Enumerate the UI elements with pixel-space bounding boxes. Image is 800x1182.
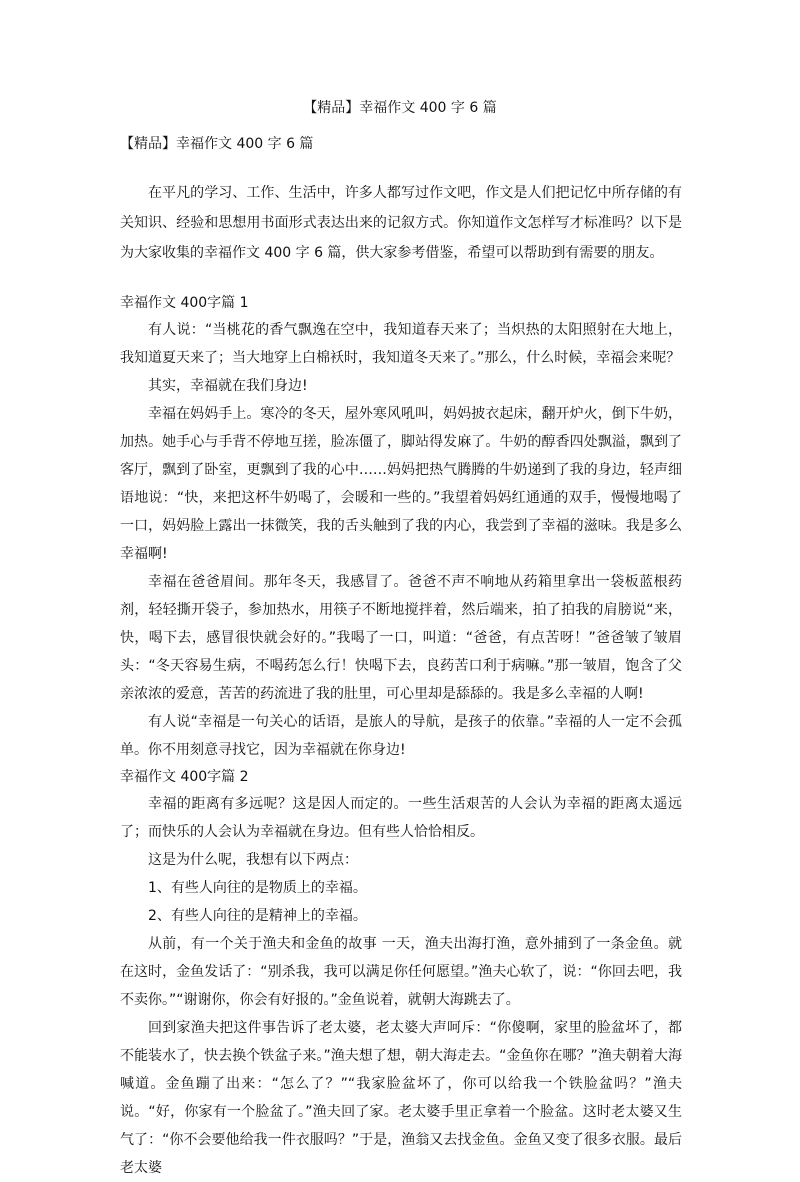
essay2-list-item: 2、有些人向往的是精神上的幸福。 — [148, 908, 367, 924]
document-subtitle: 【精品】幸福作文 400 字 6 篇 — [120, 136, 314, 152]
essay2-paragraph: 回到家渔夫把这件事告诉了老太婆，老太婆大声呵斥：“你傻啊，家里的脸盆坏了，都不能装水了，快去换个铁盆子来。”渔夫想了想，朝大海走去。“金鱼你在哪？”渔夫朝着大海喊道。金鱼蹦了出来：“怎么了？”“我家脸盆坏了，你可以给我一个铁脸盆吗？”渔夫说。“好，你家有一个脸盆了。”渔夫回了家。老太婆手里正拿着一个脸盆。这时老太婆又生气了：“你不会要他给我一件衣服吗？”于是，渔翁又去找金鱼。金鱼又变了很多衣服。最后老太婆 — [120, 1020, 682, 1176]
essay1-paragraph: 有人说“幸福是一句关心的话语，是旅人的导航，是孩子的依靠。”幸福的人一定不会孤单。你不用刻意寻找它，因为幸福就在你身边! — [120, 714, 682, 758]
essay2-heading: 幸福作文 400字篇 2 — [120, 769, 249, 785]
essay2-paragraph: 这是为什么呢，我想有以下两点： — [148, 852, 358, 868]
essay1-paragraph: 幸福在爸爸眉间。那年冬天，我感冒了。爸爸不声不响地从药箱里拿出一袋板蓝根药剂，轻轻撕开袋子，参加热水，用筷子不断地搅拌着，然后端来，拍了拍我的肩膀说“来，快，喝下去，感冒很快就会好的。”我喝了一口，叫道：“爸爸，有点苦呀！”爸爸皱了皱眉头：“冬天容易生病，不喝药怎么行！快喝下去，良药苦口利于病嘛。”那一皱眉，饱含了父亲浓浓的爱意，苦苦的药流进了我的肚里，可心里却是舔舔的。我是多么幸福的人啊! — [120, 574, 682, 702]
essay2-list-item: 1、有些人向往的是物质上的幸福。 — [148, 880, 367, 896]
essay1-paragraph: 其实，幸福就在我们身边! — [148, 378, 308, 394]
essay2-paragraph: 幸福的距离有多远呢？这是因人而定的。一些生活艰苦的人会认为幸福的距离太遥远了；而快乐的人会认为幸福就在身边。但有些人恰恰相反。 — [120, 796, 682, 840]
intro-paragraph: 在平凡的学习、工作、生活中，许多人都写过作文吧，作文是人们把记忆中所存储的有关知识、经验和思想用书面形式表达出来的记叙方式。你知道作文怎样写才标准吗？以下是为大家收集的幸福作文 400 字 6 篇，供大家参考借鉴，希望可以帮助到有需要的朋友。 — [120, 185, 682, 261]
spacer — [120, 268, 682, 290]
document-body — [120, 178, 682, 1182]
document-title: 【精品】幸福作文 400 字 6 篇 — [303, 100, 497, 116]
essay1-heading: 幸福作文 400字篇 1 — [120, 295, 249, 311]
essay1-paragraph: 幸福在妈妈手上。寒冷的冬天，屋外寒风吼叫，妈妈披衣起床，翻开炉火，倒下牛奶，加热。她手心与手背不停地互搓，脸冻僵了，脚站得发麻了。牛奶的醇香四处飘溢，飘到了客厅，飘到了卧室，更飘到了我的心中……妈妈把热气腾腾的牛奶递到了我的身边，轻声细语地说：“快，来把这杯牛奶喝了，会暖和一些的。”我望着妈妈红通通的双手，慢慢地喝了一口，妈妈脸上露出一抹微笑，我的舌头触到了我的内心，我尝到了幸福的滋味。我是多么幸福啊! — [120, 406, 682, 562]
essay1-paragraph: 有人说：“当桃花的香气飘逸在空中，我知道春天来了；当炽热的太阳照射在大地上，我知道夏天来了；当大地穿上白棉袄时，我知道冬天来了。”那么，什么时候，幸福会来呢？ — [120, 322, 682, 366]
essay2-paragraph: 从前，有一个关于渔夫和金鱼的故事 一天，渔夫出海打渔，意外捕到了一条金鱼。就在这时，金鱼发话了：“别杀我，我可以满足你任何愿望。”渔夫心软了，说：“你回去吧，我不卖你。”“谢谢你，你会有好报的。”金鱼说着，就朝大海跳去了。 — [120, 936, 682, 1008]
